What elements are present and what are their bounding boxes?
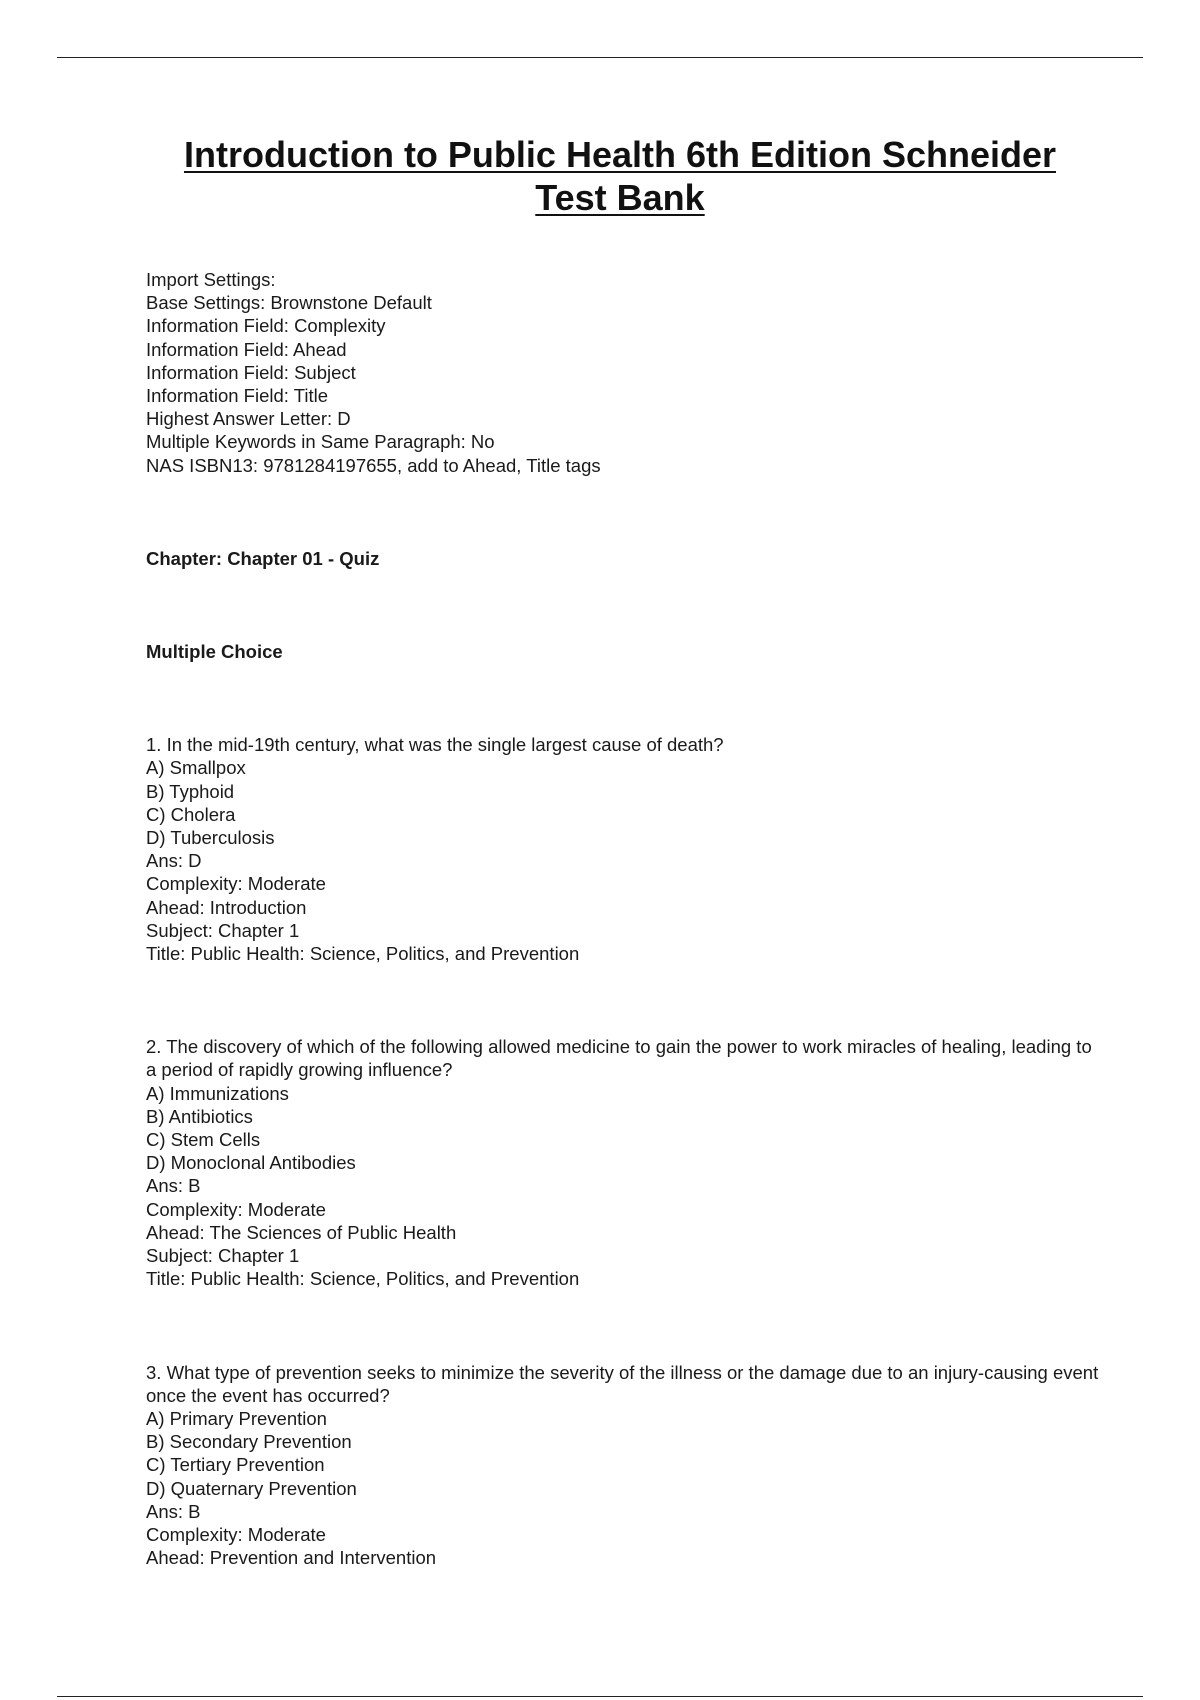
title-line-1: Introduction to Public Health 6th Edition Schneider <box>183 134 1056 175</box>
question-stem: 2. The discovery of which of the following allowed medicine to gain the power to work miracles of healing, leading to a period of rapidly growing influence? <box>146 1036 1092 1081</box>
question-stem: 3. What type of prevention seeks to minimize the severity of the illness or the damage due to an injury-causing event once the event has occurred? <box>146 1361 1099 1406</box>
bottom-rule <box>57 1696 1143 1697</box>
question-stem: 1. In the mid-19th century, what was the single largest cause of death? <box>146 734 724 756</box>
question-2 <box>146 1035 1106 1290</box>
section-heading-block <box>146 640 1106 663</box>
complexity-field: Complexity: Moderate <box>146 873 326 895</box>
answer-key: Ans: D <box>146 850 202 872</box>
complexity-field: Complexity: Moderate <box>146 1523 326 1545</box>
complexity-field: Complexity: Moderate <box>146 1198 326 1220</box>
answer-key: Ans: B <box>146 1500 201 1522</box>
settings-line: Information Field: Ahead <box>146 338 347 360</box>
ahead-field: Ahead: The Sciences of Public Health <box>146 1221 457 1243</box>
settings-line: Information Field: Subject <box>146 361 356 383</box>
answer-option: B) Antibiotics <box>146 1105 253 1127</box>
answer-option: D) Quaternary Prevention <box>146 1477 357 1499</box>
answer-option: C) Stem Cells <box>146 1129 261 1151</box>
answer-option: D) Monoclonal Antibodies <box>146 1152 356 1174</box>
ahead-field: Ahead: Prevention and Intervention <box>146 1547 437 1569</box>
title-field: Title: Public Health: Science, Politics, and Prevention <box>146 943 580 965</box>
subject-field: Subject: Chapter 1 <box>146 919 300 941</box>
top-rule <box>57 57 1143 58</box>
chapter-heading-block <box>146 547 1106 570</box>
subject-field: Subject: Chapter 1 <box>146 1245 300 1267</box>
answer-option: A) Smallpox <box>146 757 246 779</box>
settings-line: Base Settings: Brownstone Default <box>146 292 432 314</box>
settings-line: Highest Answer Letter: D <box>146 408 351 430</box>
settings-line: Import Settings: <box>146 269 276 290</box>
answer-option: D) Tuberculosis <box>146 827 275 849</box>
settings-line: NAS ISBN13: 9781284197655, add to Ahead, Title tags <box>146 454 601 476</box>
question-1 <box>146 733 1106 965</box>
document-title <box>130 133 1110 219</box>
answer-option: C) Tertiary Prevention <box>146 1454 325 1476</box>
answer-key: Ans: B <box>146 1175 201 1197</box>
ahead-field: Ahead: Introduction <box>146 896 307 918</box>
title-field: Title: Public Health: Science, Politics, and Prevention <box>146 1268 580 1290</box>
chapter-heading: Chapter: Chapter 01 - Quiz <box>146 547 380 569</box>
answer-option: B) Secondary Prevention <box>146 1431 352 1453</box>
title-line-2: Test Bank <box>535 177 705 218</box>
answer-option: B) Typhoid <box>146 780 235 802</box>
answer-option: C) Cholera <box>146 803 236 825</box>
import-settings-block <box>146 268 1106 477</box>
document-body <box>146 268 1106 1569</box>
settings-line: Information Field: Complexity <box>146 315 386 337</box>
answer-option: A) Immunizations <box>146 1082 289 1104</box>
settings-line: Information Field: Title <box>146 385 328 407</box>
answer-option: A) Primary Prevention <box>146 1407 327 1429</box>
settings-line: Multiple Keywords in Same Paragraph: No <box>146 431 495 453</box>
question-3 <box>146 1361 1106 1570</box>
section-heading: Multiple Choice <box>146 641 283 663</box>
